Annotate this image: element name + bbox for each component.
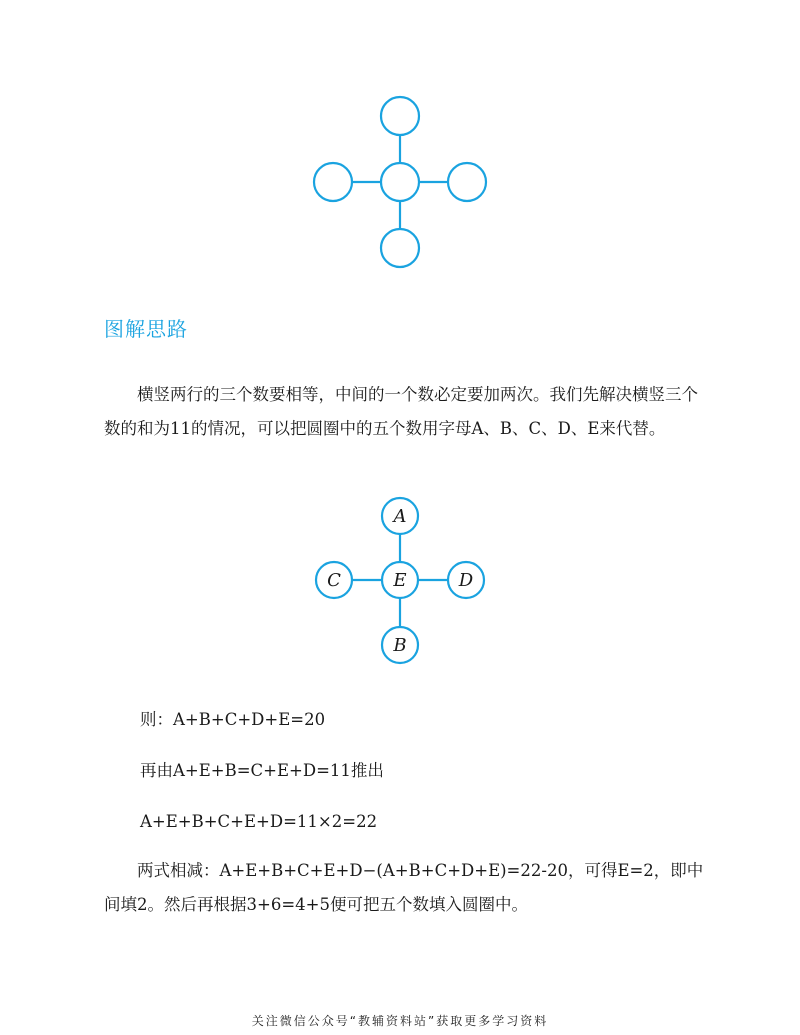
blank-circle-right [448,163,486,201]
blank-circle-left [314,163,352,201]
blank-circle-top [381,97,419,135]
cross-diagram-blank [0,90,800,280]
blank-circle-center [381,163,419,201]
cross-diagram-labeled [0,490,800,675]
paragraph-intro: 横竖两行的三个数要相等，中间的一个数必定要加两次。我们先解决横竖三个数的和为11的情况，可以把圆圈中的五个数用字母A、B、C、D、E来代替。 [104,385,698,438]
equation-rows: 再由A+E+B=C+E+D=11推出 [140,761,384,780]
paragraph-conclusion: 两式相减：A+E+B+C+E+D−(A+B+C+D+E)=22-20，可得E=2，即中间填2。然后再根据3+6=4+5便可把五个数填入圆圈中。 [104,861,704,914]
equation-sum: 则：A+B+C+D+E=20 [140,710,326,729]
label-d: D [458,570,474,591]
cross-diagram-labeled-svg [0,490,800,675]
equation-double: A+E+B+C+E+D=11×2=22 [140,812,378,831]
label-e: E [393,570,407,591]
section-heading: 图解思路 [104,317,188,341]
footer-watermark: 关注微信公众号“教辅资料站”获取更多学习资料 [251,1014,549,1028]
label-a: A [393,506,407,527]
blank-circle-bottom [381,229,419,267]
label-b: B [393,635,407,656]
cross-diagram-blank-svg [0,90,800,280]
label-c: C [327,570,341,591]
